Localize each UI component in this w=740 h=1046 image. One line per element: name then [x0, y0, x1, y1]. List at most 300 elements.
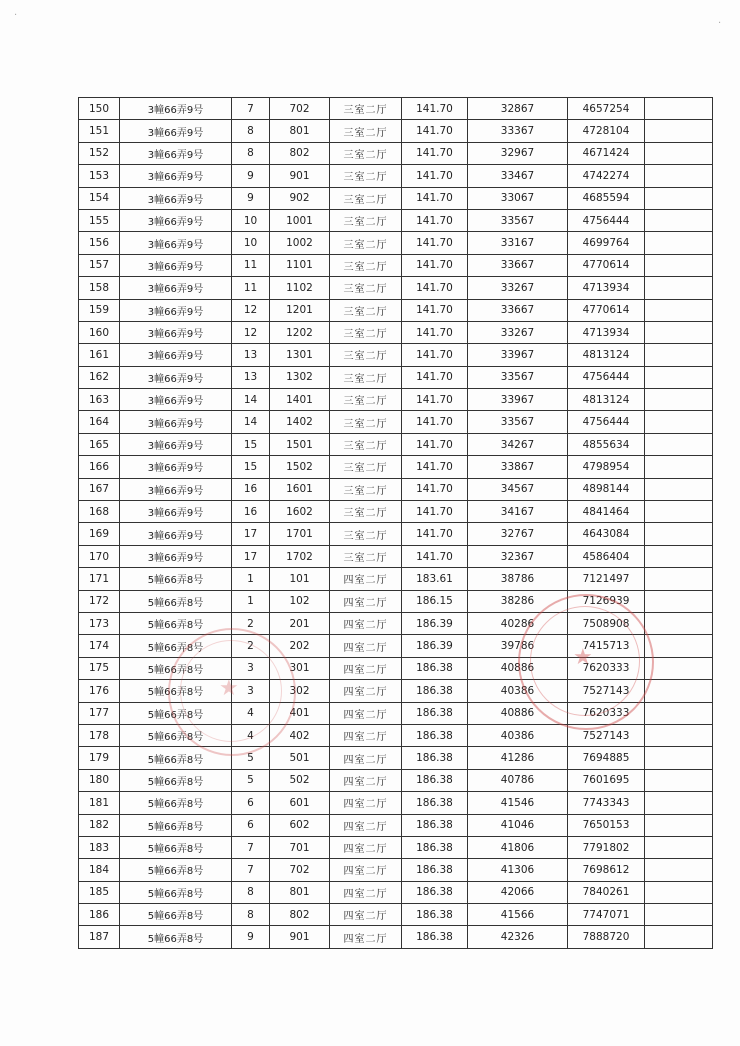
room-number-cell: 401: [270, 702, 330, 724]
unit-price-cell: 40886: [468, 657, 568, 679]
floor-cell: 2: [232, 612, 270, 634]
unit-price-cell: 41806: [468, 836, 568, 858]
total-price-cell: 4898144: [568, 478, 645, 500]
housing-price-table: [78, 97, 713, 949]
room-number-cell: 902: [270, 187, 330, 209]
layout-cell: 四室二厅: [330, 747, 402, 769]
total-price-cell: 4756444: [568, 209, 645, 231]
layout-cell: 四室二厅: [330, 724, 402, 746]
floor-cell: 13: [232, 344, 270, 366]
room-number-cell: 1501: [270, 433, 330, 455]
area-cell: 186.38: [402, 747, 468, 769]
room-number-cell: 301: [270, 657, 330, 679]
table-row: [79, 904, 713, 926]
room-number-cell: 802: [270, 142, 330, 164]
total-price-cell: 7747071: [568, 904, 645, 926]
area-cell: 186.39: [402, 635, 468, 657]
floor-cell: 6: [232, 814, 270, 836]
unit-price-cell: 41566: [468, 904, 568, 926]
unit-price-cell: 40886: [468, 702, 568, 724]
area-cell: 186.39: [402, 612, 468, 634]
unit-price-cell: 33967: [468, 344, 568, 366]
building-unit-cell: 5幢66弄8号: [120, 769, 232, 791]
building-unit-cell: 3幢66弄9号: [120, 478, 232, 500]
building-unit-cell: 3幢66弄9号: [120, 523, 232, 545]
building-unit-cell: 3幢66弄9号: [120, 142, 232, 164]
layout-cell: 四室二厅: [330, 926, 402, 948]
unit-price-cell: 40386: [468, 680, 568, 702]
table-row: [79, 926, 713, 948]
total-price-cell: 4728104: [568, 120, 645, 142]
room-number-cell: 801: [270, 881, 330, 903]
row-number-cell: 150: [79, 98, 120, 120]
row-number-cell: 157: [79, 254, 120, 276]
layout-cell: 三室二厅: [330, 478, 402, 500]
remarks-cell: [645, 478, 713, 500]
unit-price-cell: 33967: [468, 389, 568, 411]
table-row: [79, 657, 713, 679]
table-row: [79, 836, 713, 858]
area-cell: 186.38: [402, 702, 468, 724]
unit-price-cell: 41546: [468, 792, 568, 814]
layout-cell: 三室二厅: [330, 299, 402, 321]
total-price-cell: 7650153: [568, 814, 645, 836]
remarks-cell: [645, 456, 713, 478]
remarks-cell: [645, 389, 713, 411]
floor-cell: 16: [232, 478, 270, 500]
table-row: [79, 792, 713, 814]
total-price-cell: 4770614: [568, 299, 645, 321]
total-price-cell: 4742274: [568, 165, 645, 187]
row-number-cell: 186: [79, 904, 120, 926]
table-row: [79, 254, 713, 276]
building-unit-cell: 3幢66弄9号: [120, 232, 232, 254]
area-cell: 141.70: [402, 299, 468, 321]
remarks-cell: [645, 724, 713, 746]
building-unit-cell: 3幢66弄9号: [120, 254, 232, 276]
area-cell: 186.38: [402, 836, 468, 858]
area-cell: 186.38: [402, 680, 468, 702]
area-cell: 186.38: [402, 881, 468, 903]
total-price-cell: 7121497: [568, 568, 645, 590]
floor-cell: 8: [232, 881, 270, 903]
remarks-cell: [645, 904, 713, 926]
building-unit-cell: 5幢66弄8号: [120, 904, 232, 926]
unit-price-cell: 33567: [468, 366, 568, 388]
unit-price-cell: 33667: [468, 254, 568, 276]
room-number-cell: 101: [270, 568, 330, 590]
unit-price-cell: 39786: [468, 635, 568, 657]
area-cell: 141.70: [402, 209, 468, 231]
unit-price-cell: 41046: [468, 814, 568, 836]
building-unit-cell: 3幢66弄9号: [120, 321, 232, 343]
table-row: [79, 366, 713, 388]
room-number-cell: 901: [270, 926, 330, 948]
area-cell: 141.70: [402, 187, 468, 209]
unit-price-cell: 38286: [468, 590, 568, 612]
remarks-cell: [645, 120, 713, 142]
building-unit-cell: 5幢66弄8号: [120, 590, 232, 612]
row-number-cell: 178: [79, 724, 120, 746]
building-unit-cell: 3幢66弄9号: [120, 98, 232, 120]
row-number-cell: 181: [79, 792, 120, 814]
remarks-cell: [645, 836, 713, 858]
row-number-cell: 173: [79, 612, 120, 634]
building-unit-cell: 3幢66弄9号: [120, 501, 232, 523]
table-row: [79, 478, 713, 500]
remarks-cell: [645, 299, 713, 321]
layout-cell: 四室二厅: [330, 859, 402, 881]
area-cell: 141.70: [402, 411, 468, 433]
table-row: [79, 635, 713, 657]
room-number-cell: 1601: [270, 478, 330, 500]
area-cell: 141.70: [402, 254, 468, 276]
unit-price-cell: 40386: [468, 724, 568, 746]
building-unit-cell: 5幢66弄8号: [120, 926, 232, 948]
total-price-cell: 7620333: [568, 702, 645, 724]
table-row: [79, 501, 713, 523]
layout-cell: 三室二厅: [330, 209, 402, 231]
room-number-cell: 901: [270, 165, 330, 187]
row-number-cell: 167: [79, 478, 120, 500]
floor-cell: 1: [232, 590, 270, 612]
unit-price-cell: 33367: [468, 120, 568, 142]
layout-cell: 四室二厅: [330, 814, 402, 836]
room-number-cell: 1202: [270, 321, 330, 343]
area-cell: 183.61: [402, 568, 468, 590]
room-number-cell: 402: [270, 724, 330, 746]
building-unit-cell: 5幢66弄8号: [120, 657, 232, 679]
layout-cell: 三室二厅: [330, 344, 402, 366]
total-price-cell: 7620333: [568, 657, 645, 679]
row-number-cell: 175: [79, 657, 120, 679]
row-number-cell: 158: [79, 277, 120, 299]
total-price-cell: 7126939: [568, 590, 645, 612]
seal-star-icon: ★: [219, 676, 239, 701]
layout-cell: 三室二厅: [330, 501, 402, 523]
layout-cell: 四室二厅: [330, 836, 402, 858]
total-price-cell: 7527143: [568, 724, 645, 746]
layout-cell: 三室二厅: [330, 433, 402, 455]
row-number-cell: 187: [79, 926, 120, 948]
building-unit-cell: 3幢66弄9号: [120, 389, 232, 411]
floor-cell: 16: [232, 501, 270, 523]
area-cell: 186.38: [402, 859, 468, 881]
total-price-cell: 7694885: [568, 747, 645, 769]
area-cell: 186.38: [402, 814, 468, 836]
unit-price-cell: 34267: [468, 433, 568, 455]
row-number-cell: 153: [79, 165, 120, 187]
building-unit-cell: 3幢66弄9号: [120, 344, 232, 366]
row-number-cell: 185: [79, 881, 120, 903]
building-unit-cell: 3幢66弄9号: [120, 209, 232, 231]
remarks-cell: [645, 187, 713, 209]
table-row: [79, 142, 713, 164]
area-cell: 141.70: [402, 456, 468, 478]
remarks-cell: [645, 747, 713, 769]
row-number-cell: 174: [79, 635, 120, 657]
table-row: [79, 568, 713, 590]
area-cell: 141.70: [402, 545, 468, 567]
remarks-cell: [645, 859, 713, 881]
layout-cell: 四室二厅: [330, 568, 402, 590]
remarks-cell: [645, 142, 713, 164]
room-number-cell: 1402: [270, 411, 330, 433]
layout-cell: 三室二厅: [330, 232, 402, 254]
floor-cell: 17: [232, 523, 270, 545]
remarks-cell: [645, 657, 713, 679]
layout-cell: 三室二厅: [330, 366, 402, 388]
unit-price-cell: 33467: [468, 165, 568, 187]
table-row: [79, 545, 713, 567]
room-number-cell: 1302: [270, 366, 330, 388]
building-unit-cell: 5幢66弄8号: [120, 724, 232, 746]
remarks-cell: [645, 680, 713, 702]
area-cell: 141.70: [402, 366, 468, 388]
table-row: [79, 590, 713, 612]
layout-cell: 四室二厅: [330, 881, 402, 903]
row-number-cell: 172: [79, 590, 120, 612]
row-number-cell: 155: [79, 209, 120, 231]
building-unit-cell: 3幢66弄9号: [120, 411, 232, 433]
row-number-cell: 154: [79, 187, 120, 209]
unit-price-cell: 40286: [468, 612, 568, 634]
unit-price-cell: 33667: [468, 299, 568, 321]
room-number-cell: 102: [270, 590, 330, 612]
area-cell: 141.70: [402, 142, 468, 164]
row-number-cell: 171: [79, 568, 120, 590]
row-number-cell: 184: [79, 859, 120, 881]
layout-cell: 三室二厅: [330, 165, 402, 187]
floor-cell: 3: [232, 680, 270, 702]
unit-price-cell: 33867: [468, 456, 568, 478]
total-price-cell: 4685594: [568, 187, 645, 209]
building-unit-cell: 3幢66弄9号: [120, 299, 232, 321]
layout-cell: 三室二厅: [330, 545, 402, 567]
area-cell: 186.38: [402, 904, 468, 926]
area-cell: 141.70: [402, 523, 468, 545]
building-unit-cell: 3幢66弄9号: [120, 277, 232, 299]
layout-cell: 三室二厅: [330, 321, 402, 343]
total-price-cell: 4813124: [568, 389, 645, 411]
remarks-cell: [645, 545, 713, 567]
row-number-cell: 168: [79, 501, 120, 523]
remarks-cell: [645, 165, 713, 187]
area-cell: 141.70: [402, 321, 468, 343]
total-price-cell: 7508908: [568, 612, 645, 634]
layout-cell: 三室二厅: [330, 142, 402, 164]
unit-price-cell: 32967: [468, 142, 568, 164]
table-row: [79, 747, 713, 769]
total-price-cell: 7698612: [568, 859, 645, 881]
row-number-cell: 162: [79, 366, 120, 388]
table-body: [79, 98, 713, 949]
table-row: [79, 814, 713, 836]
total-price-cell: 7888720: [568, 926, 645, 948]
table-row: [79, 680, 713, 702]
building-unit-cell: 5幢66弄8号: [120, 881, 232, 903]
area-cell: 141.70: [402, 344, 468, 366]
unit-price-cell: 33267: [468, 321, 568, 343]
floor-cell: 6: [232, 792, 270, 814]
row-number-cell: 159: [79, 299, 120, 321]
room-number-cell: 1702: [270, 545, 330, 567]
room-number-cell: 502: [270, 769, 330, 791]
unit-price-cell: 33567: [468, 209, 568, 231]
room-number-cell: 1502: [270, 456, 330, 478]
room-number-cell: 1101: [270, 254, 330, 276]
room-number-cell: 1002: [270, 232, 330, 254]
room-number-cell: 202: [270, 635, 330, 657]
remarks-cell: [645, 769, 713, 791]
row-number-cell: 176: [79, 680, 120, 702]
room-number-cell: 1701: [270, 523, 330, 545]
unit-price-cell: 32367: [468, 545, 568, 567]
room-number-cell: 1001: [270, 209, 330, 231]
floor-cell: 15: [232, 456, 270, 478]
floor-cell: 12: [232, 321, 270, 343]
floor-cell: 10: [232, 232, 270, 254]
remarks-cell: [645, 926, 713, 948]
building-unit-cell: 5幢66弄8号: [120, 859, 232, 881]
row-number-cell: 164: [79, 411, 120, 433]
remarks-cell: [645, 254, 713, 276]
room-number-cell: 702: [270, 859, 330, 881]
row-number-cell: 169: [79, 523, 120, 545]
floor-cell: 15: [232, 433, 270, 455]
total-price-cell: 7415713: [568, 635, 645, 657]
remarks-cell: [645, 881, 713, 903]
table-row: [79, 232, 713, 254]
room-number-cell: 302: [270, 680, 330, 702]
room-number-cell: 701: [270, 836, 330, 858]
floor-cell: 4: [232, 702, 270, 724]
row-number-cell: 165: [79, 433, 120, 455]
total-price-cell: 4855634: [568, 433, 645, 455]
floor-cell: 7: [232, 98, 270, 120]
area-cell: 186.38: [402, 724, 468, 746]
floor-cell: 5: [232, 747, 270, 769]
remarks-cell: [645, 501, 713, 523]
table-row: [79, 209, 713, 231]
total-price-cell: 4756444: [568, 366, 645, 388]
table-row: [79, 523, 713, 545]
unit-price-cell: 42326: [468, 926, 568, 948]
area-cell: 186.38: [402, 769, 468, 791]
building-unit-cell: 5幢66弄8号: [120, 747, 232, 769]
layout-cell: 四室二厅: [330, 590, 402, 612]
floor-cell: 8: [232, 904, 270, 926]
table-row: [79, 299, 713, 321]
room-number-cell: 702: [270, 98, 330, 120]
table-row: [79, 859, 713, 881]
unit-price-cell: 33267: [468, 277, 568, 299]
layout-cell: 三室二厅: [330, 523, 402, 545]
row-number-cell: 183: [79, 836, 120, 858]
remarks-cell: [645, 568, 713, 590]
floor-cell: 1: [232, 568, 270, 590]
unit-price-cell: 42066: [468, 881, 568, 903]
remarks-cell: [645, 321, 713, 343]
table-row: [79, 411, 713, 433]
row-number-cell: 170: [79, 545, 120, 567]
unit-price-cell: 34167: [468, 501, 568, 523]
table-row: [79, 98, 713, 120]
remarks-cell: [645, 209, 713, 231]
remarks-cell: [645, 590, 713, 612]
floor-cell: 5: [232, 769, 270, 791]
room-number-cell: 601: [270, 792, 330, 814]
floor-cell: 8: [232, 142, 270, 164]
layout-cell: 四室二厅: [330, 635, 402, 657]
table-row: [79, 120, 713, 142]
table-row: [79, 389, 713, 411]
seal-star-icon: ★: [573, 645, 593, 670]
area-cell: 141.70: [402, 433, 468, 455]
building-unit-cell: 3幢66弄9号: [120, 433, 232, 455]
unit-price-cell: 38786: [468, 568, 568, 590]
unit-price-cell: 33167: [468, 232, 568, 254]
floor-cell: 3: [232, 657, 270, 679]
building-unit-cell: 3幢66弄9号: [120, 187, 232, 209]
remarks-cell: [645, 433, 713, 455]
remarks-cell: [645, 792, 713, 814]
building-unit-cell: 5幢66弄8号: [120, 702, 232, 724]
layout-cell: 四室二厅: [330, 769, 402, 791]
unit-price-cell: 41306: [468, 859, 568, 881]
table-row: [79, 881, 713, 903]
layout-cell: 三室二厅: [330, 389, 402, 411]
building-unit-cell: 5幢66弄8号: [120, 635, 232, 657]
building-unit-cell: 5幢66弄8号: [120, 836, 232, 858]
floor-cell: 14: [232, 411, 270, 433]
unit-price-cell: 33567: [468, 411, 568, 433]
building-unit-cell: 3幢66弄9号: [120, 165, 232, 187]
layout-cell: 四室二厅: [330, 792, 402, 814]
row-number-cell: 152: [79, 142, 120, 164]
floor-cell: 8: [232, 120, 270, 142]
floor-cell: 12: [232, 299, 270, 321]
remarks-cell: [645, 98, 713, 120]
room-number-cell: 501: [270, 747, 330, 769]
unit-price-cell: 33067: [468, 187, 568, 209]
layout-cell: 三室二厅: [330, 456, 402, 478]
floor-cell: 4: [232, 724, 270, 746]
table-row: [79, 277, 713, 299]
scan-mark: ·: [718, 18, 722, 29]
remarks-cell: [645, 702, 713, 724]
layout-cell: 三室二厅: [330, 254, 402, 276]
total-price-cell: 7527143: [568, 680, 645, 702]
total-price-cell: 4798954: [568, 456, 645, 478]
layout-cell: 四室二厅: [330, 657, 402, 679]
building-unit-cell: 5幢66弄8号: [120, 792, 232, 814]
remarks-cell: [645, 232, 713, 254]
table-row: [79, 769, 713, 791]
layout-cell: 四室二厅: [330, 612, 402, 634]
building-unit-cell: 5幢66弄8号: [120, 612, 232, 634]
table-row: [79, 344, 713, 366]
building-unit-cell: 3幢66弄9号: [120, 366, 232, 388]
row-number-cell: 163: [79, 389, 120, 411]
total-price-cell: 4657254: [568, 98, 645, 120]
floor-cell: 2: [232, 635, 270, 657]
floor-cell: 7: [232, 836, 270, 858]
total-price-cell: 4713934: [568, 277, 645, 299]
room-number-cell: 1602: [270, 501, 330, 523]
building-unit-cell: 3幢66弄9号: [120, 456, 232, 478]
remarks-cell: [645, 411, 713, 433]
